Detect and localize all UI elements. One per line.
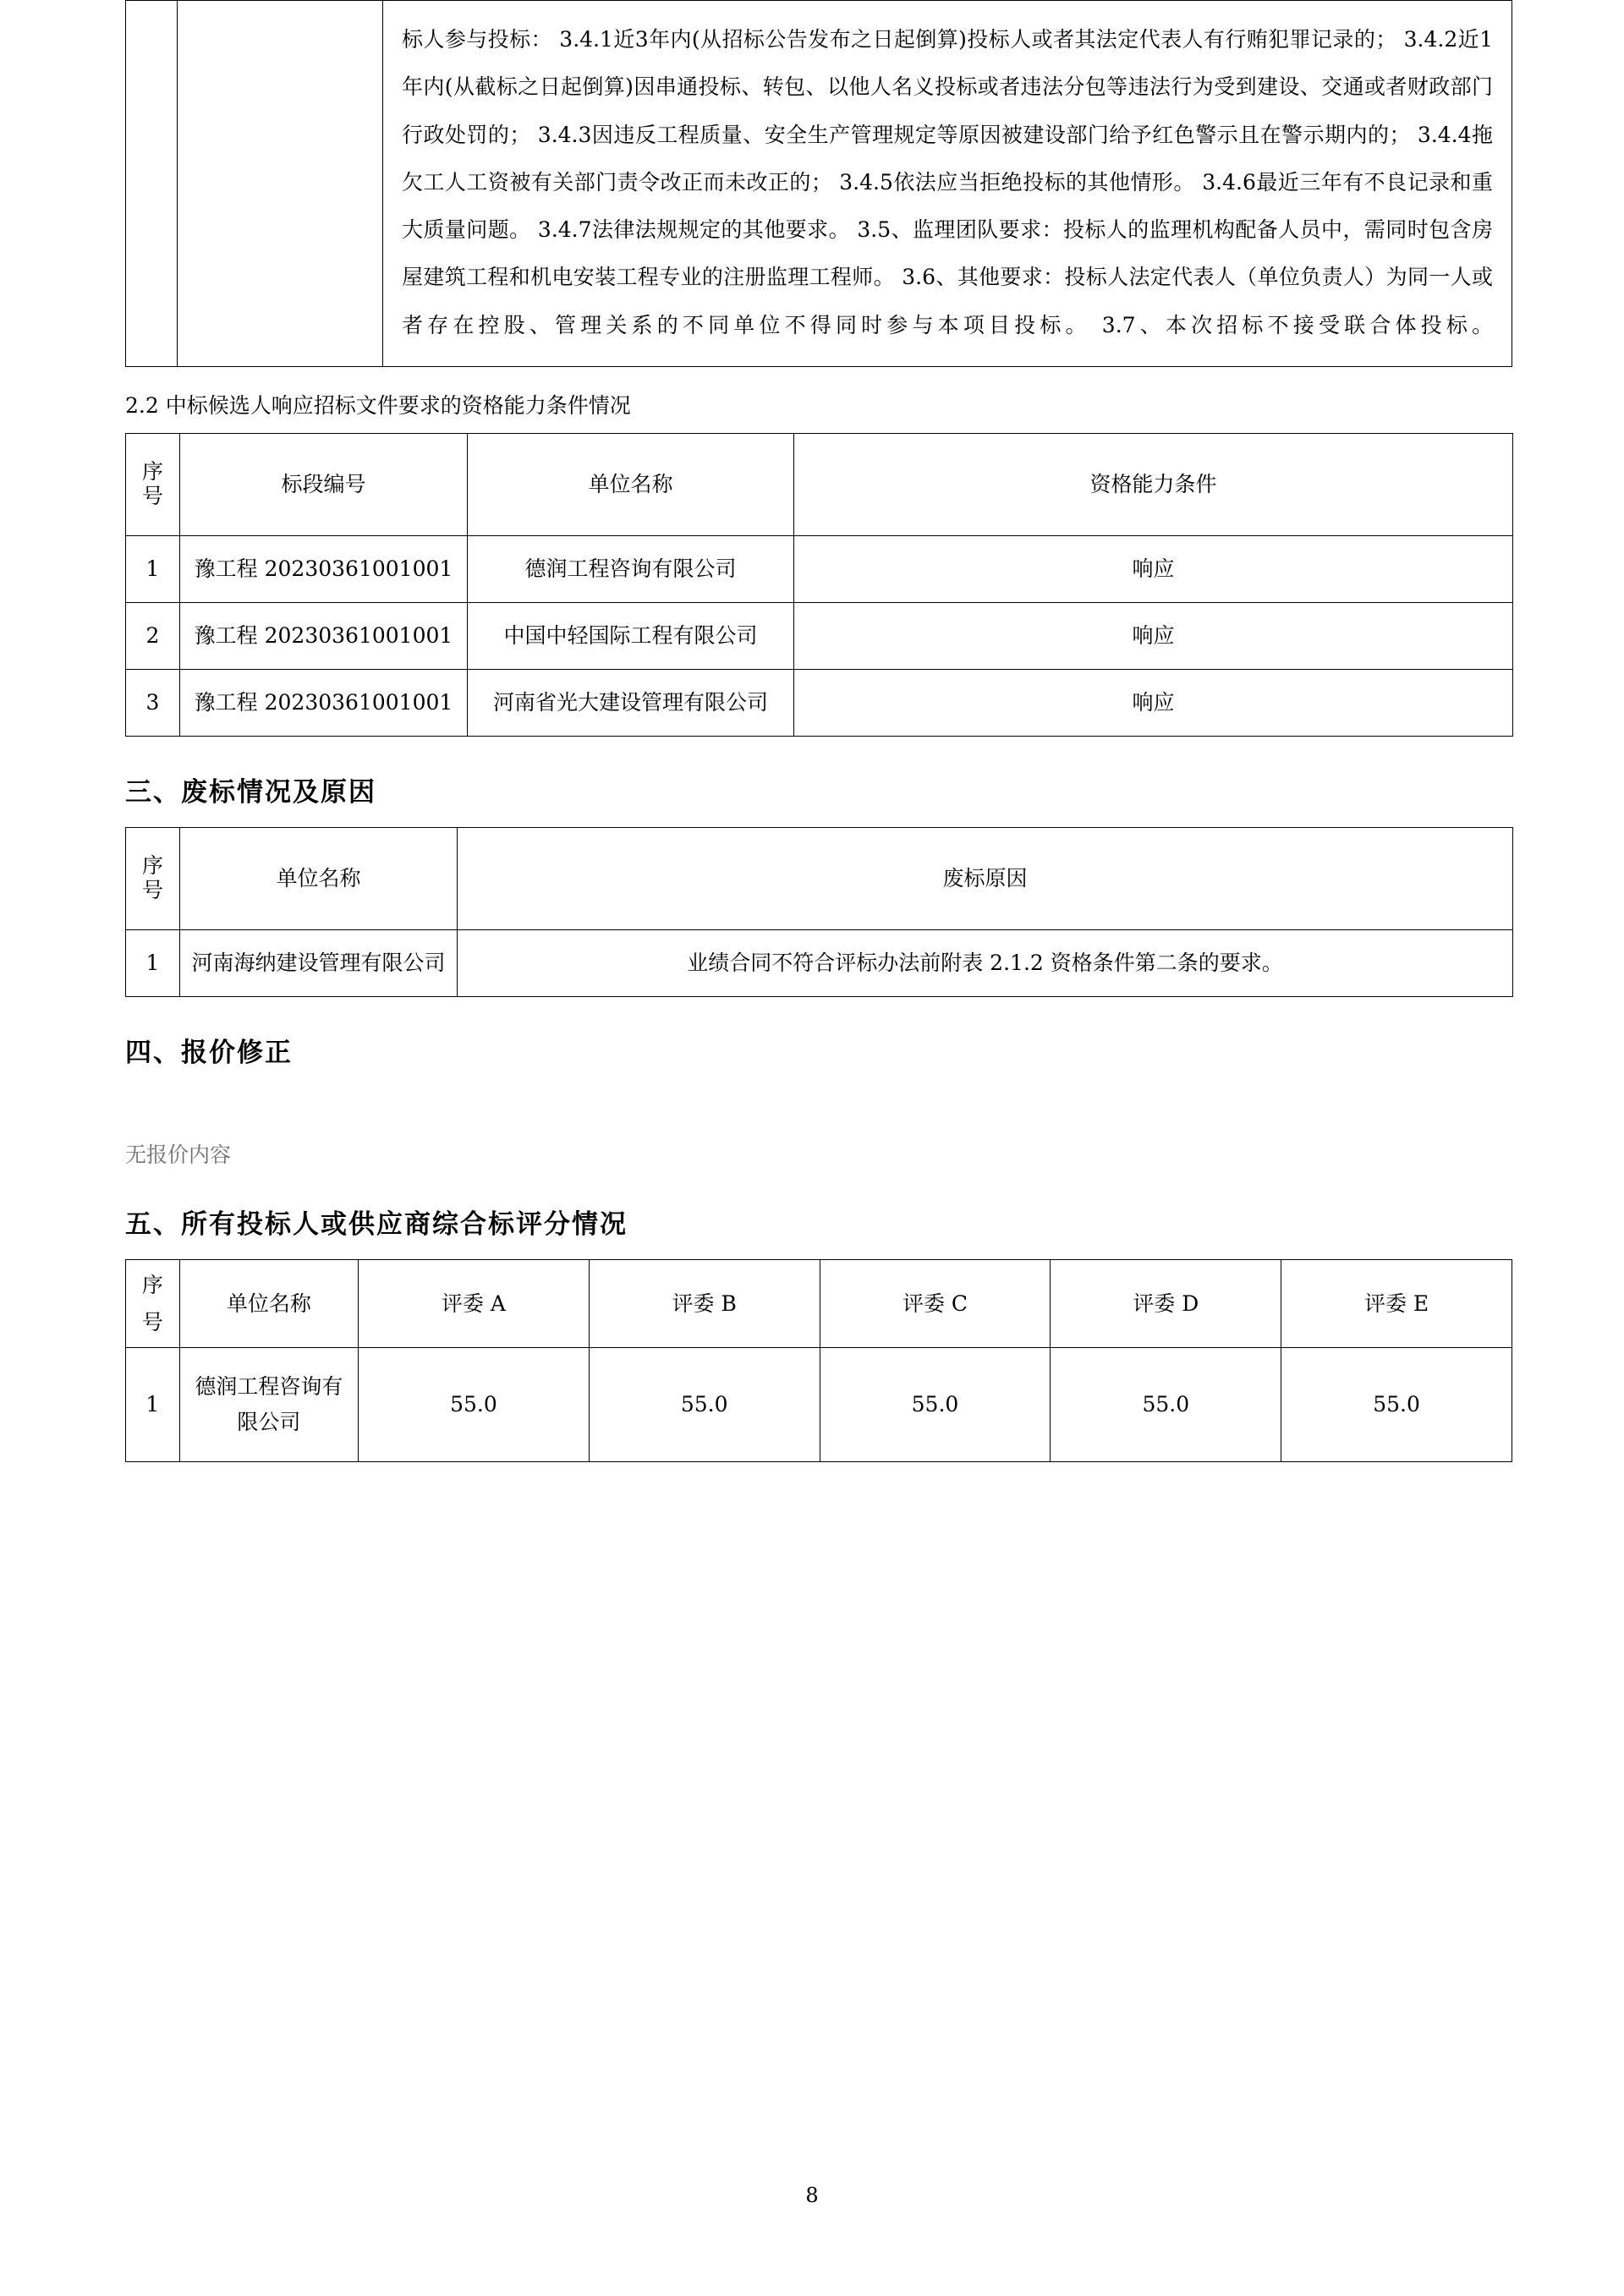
column-header-judge-b: 评委 B <box>589 1259 820 1348</box>
cell-company <box>179 1348 358 1462</box>
column-header-judge-c: 评委 C <box>820 1259 1051 1348</box>
page-number: 8 <box>805 2184 819 2207</box>
column-header-company: 单位名称 <box>468 433 794 535</box>
cell-company: 河南省光大建设管理有限公司 <box>468 669 794 736</box>
section-4-spacer <box>125 1088 1512 1138</box>
column-header-judge-d: 评委 D <box>1051 1259 1281 1348</box>
qualification-response-table <box>125 433 1513 737</box>
column-header-qualification: 资格能力条件 <box>794 433 1513 535</box>
section-2-2-label: 2.2 中标候选人响应招标文件要求的资格能力条件情况 <box>125 392 631 418</box>
seq-header-line-1: 序 <box>141 459 163 484</box>
page-content <box>125 0 1512 1462</box>
table-row <box>126 1348 1512 1462</box>
section-4-note: 无报价内容 <box>125 1142 232 1167</box>
column-header-company: 单位名称 <box>179 1259 358 1348</box>
requirements-continuation-table <box>125 0 1512 367</box>
cell-company: 河南海纳建设管理有限公司 <box>180 929 458 996</box>
requirements-text: 标人参与投标： 3.4.1近3年内(从招标公告发布之日起倒算)投标人或者其法定代表人有行贿犯罪记录的； 3.4.2近1年内(从截标之日起倒算)因串通投标、转包、以他人名义投标或者违法分包等违法行为受到建设、交通或者财政部门行政处罚的； 3.4.3因违反工程质量、安全生产管理规定等原因被建设部门给予红色警示且在警示期内的； 3.4.4拖欠工人工资被有关部门责令改正而未改正的； 3.4.5依法应当拒绝投标的其他情形。 3.4.6最近三年有不良记录和重大质量问题。 3.4.7法律法规规定的其他要求。 3.5、监理团队要求：投标人的监理机构配备人员中，需同时包含房屋建筑工程和机电安装工程专业的注册监理工程师。 3.6、其他要求：投标人法定代表人（单位负责人）为同一人或者存在控股、管理关系的不同单位不得同时参与本项目投标。 3.7、本次招标不接受联合体投标。 <box>383 1 1512 367</box>
cell-qualification: 响应 <box>794 669 1513 736</box>
table-row <box>126 535 1513 602</box>
cell-section-no: 豫工程 20230361001001 <box>180 669 468 736</box>
cell-seq: 1 <box>126 929 180 996</box>
table-row <box>126 1 1512 367</box>
column-header-company: 单位名称 <box>180 827 458 929</box>
table-row <box>126 602 1513 669</box>
cell-score-d: 55.0 <box>1051 1348 1281 1462</box>
cell-score-b: 55.0 <box>589 1348 820 1462</box>
cell-reason: 业绩合同不符合评标办法前附表 2.1.2 资格条件第二条的要求。 <box>458 929 1513 996</box>
cell-section-no: 豫工程 20230361001001 <box>180 535 468 602</box>
cell-qualification: 响应 <box>794 602 1513 669</box>
column-header-reason: 废标原因 <box>458 827 1513 929</box>
cell-seq: 3 <box>126 669 180 736</box>
rejected-bids-table <box>125 827 1513 997</box>
column-header-seq: 序号 <box>126 1259 180 1348</box>
company-line-1: 德润工程咨询有 <box>195 1373 343 1399</box>
label-cell-empty <box>178 1 383 367</box>
table-header-row <box>126 1259 1512 1348</box>
cell-score-e: 55.0 <box>1281 1348 1512 1462</box>
section-4-heading: 四、报价修正 <box>125 1037 293 1068</box>
cell-company: 德润工程咨询有限公司 <box>468 535 794 602</box>
table-row <box>126 929 1513 996</box>
table-header-row <box>126 433 1513 535</box>
column-header-seq <box>126 827 180 929</box>
column-header-section-no: 标段编号 <box>180 433 468 535</box>
comprehensive-score-table <box>125 1259 1512 1463</box>
table-header-row <box>126 827 1513 929</box>
seq-header-line-1: 序 <box>141 853 163 878</box>
cell-seq: 1 <box>126 535 180 602</box>
seq-header-line-2: 号 <box>141 877 163 902</box>
seq-header-line-2: 号 <box>141 483 163 508</box>
column-header-seq <box>126 433 180 535</box>
cell-score-a: 55.0 <box>359 1348 590 1462</box>
column-header-judge-e: 评委 E <box>1281 1259 1512 1348</box>
cell-qualification: 响应 <box>794 535 1513 602</box>
section-5-heading: 五、所有投标人或供应商综合标评分情况 <box>125 1208 628 1240</box>
company-line-2: 限公司 <box>237 1410 301 1435</box>
cell-seq: 1 <box>126 1348 180 1462</box>
cell-section-no: 豫工程 20230361001001 <box>180 602 468 669</box>
cell-seq: 2 <box>126 602 180 669</box>
section-3-heading: 三、废标情况及原因 <box>125 776 376 808</box>
column-header-judge-a: 评委 A <box>359 1259 590 1348</box>
cell-company: 中国中轻国际工程有限公司 <box>468 602 794 669</box>
cell-score-c: 55.0 <box>820 1348 1051 1462</box>
table-row <box>126 669 1513 736</box>
seq-cell-empty <box>126 1 178 367</box>
